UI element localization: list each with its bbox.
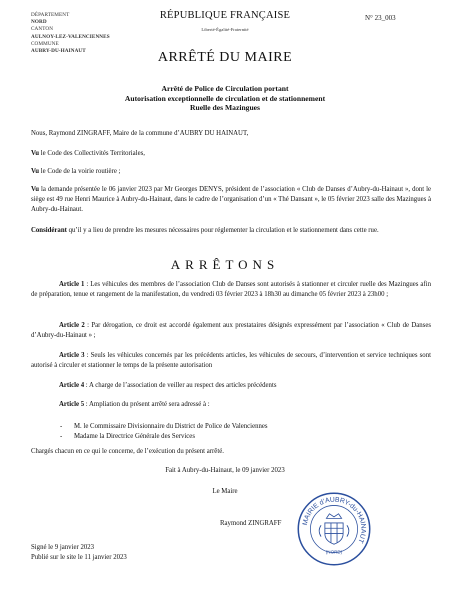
- article-4: [31, 381, 431, 391]
- publication-info: [31, 543, 127, 563]
- list-item: - M. le Commissaire Divisionnaire du District de Police de Valenciennes: [60, 423, 268, 430]
- article-2: [31, 321, 431, 341]
- admin-line: AUBRY-DU-HAINAUT: [31, 48, 86, 55]
- vu-lead: Vu: [31, 150, 40, 157]
- admin-line: DÉPARTEMENT: [31, 12, 70, 18]
- article-text: : Seuls les véhicules concernés par les précédents articles, les véhicules de secours, d’intervention et service techniques sont autorisé à circuler et stationner le temps de la présente autorisation: [31, 352, 431, 370]
- vu-paragraph: [31, 149, 431, 159]
- article-3: [31, 351, 431, 371]
- considerant-lead: Considérant: [31, 227, 67, 234]
- considerant-paragraph: [31, 226, 431, 236]
- article-lead: Article 5: [59, 401, 85, 408]
- vu-text: la demande présentée le 06 janvier 2023 par Mr Georges DENYS, président de l’association « Club de Danses d’Aubry-du-Hainaut », dont le siège est 49 rue Henri Maurice à Aubry-du-Hainaut, dans le cadre de l’organisation d’un « Thé Dansant », le 05 février 2023 salle des Mazingues à Aubry-du-Hainaut.: [31, 186, 431, 214]
- charges-paragraph: Chargés chacun en ce qui le concerne, de l’exécution du présent arrêté.: [31, 448, 224, 455]
- place-date: Fait à Aubry-du-Hainaut, le 09 janvier 2023: [165, 467, 285, 474]
- admin-line: NORD: [31, 19, 47, 26]
- admin-line: CANTON: [31, 26, 54, 33]
- article-text: : Ampliation du présent arrêté sera adressé à :: [84, 401, 210, 408]
- republic-motto: Liberté-Égalité-Fraternité: [201, 27, 249, 32]
- subtitle-line: Ruelle des Mazingues: [189, 103, 261, 113]
- seal-ring-text: MAIRIE d’AUBRY-du-HAINAUT: [301, 496, 367, 544]
- decree-reference: N° 23_003: [365, 14, 396, 22]
- coat-of-arms-icon: [319, 514, 349, 544]
- vu-lead: Vu: [31, 186, 40, 193]
- vu-text: le Code de la voirie routière ;: [39, 168, 121, 175]
- article-text: : A charge de l’association de veiller au respect des articles précédents: [84, 382, 277, 389]
- article-1: [31, 280, 431, 300]
- article-lead: Article 2: [59, 322, 85, 329]
- signed-date: Signé le 9 janvier 2023: [31, 544, 95, 551]
- arretons-heading: ARRÊTONS: [170, 257, 280, 272]
- article-lead: Article 3: [59, 352, 85, 359]
- recipient-text: M. le Commissaire Divisionnaire du District de Police de Valenciennes: [74, 423, 268, 430]
- article-lead: Article 1: [59, 281, 85, 288]
- seal-inner-ring: [310, 505, 357, 555]
- signatory-role: Le Maire: [212, 488, 238, 495]
- admin-line: COMMUNE: [31, 40, 59, 47]
- recipient-text: Madame la Directrice Générale des Services: [74, 433, 195, 441]
- vu-lead: Vu: [31, 168, 40, 175]
- town-seal: [296, 491, 372, 567]
- recipient-list: [60, 422, 268, 442]
- intro-paragraph: Nous, Raymond ZINGRAFF, Maire de la commune d’AUBRY DU HAINAUT,: [31, 130, 249, 137]
- subtitle-line: Arrêté de Police de Circulation portant: [161, 84, 289, 93]
- article-text: : Par dérogation, ce droit est accordé également aux prestataires désignés expressément par l’association « Club de Danses d’Aubry-du-Hainaut » ;: [31, 322, 431, 340]
- document-subtitle: [0, 84, 450, 113]
- vu-paragraph: [31, 185, 431, 216]
- signatory-name: Raymond ZINGRAFF: [220, 520, 282, 527]
- republic-heading: RÉPUBLIQUE FRANÇAISE: [159, 10, 291, 21]
- admin-line: AULNOY-LEZ-VALENCIENNES: [31, 33, 110, 40]
- article-text: : Les véhicules des membres de l’association Club de Danses sont autorisés à stationner et circuler ruelle des Mazingues afin de préparation, tenue et rangement de la manifestation, du vendredi 03 février 2023 à 18h30 au dimanche 05 février 2023 à 23h00 ;: [31, 281, 431, 299]
- document-title: ARRÊTÉ DU MAIRE: [157, 50, 293, 65]
- subtitle-line: Autorisation exceptionnelle de circulation et de stationnement: [124, 93, 326, 103]
- seal-bottom-text: (NORD): [325, 549, 343, 555]
- vu-text: le Code des Collectivités Territoriales,: [39, 150, 145, 157]
- considerant-text: qu’il y a lieu de prendre les mesures nécessaires pour réglementer la circulation et le stationnement dans cette rue.: [66, 227, 379, 234]
- vu-paragraph: [31, 167, 431, 177]
- list-item: - Madame la Directrice Générale des Services: [60, 433, 195, 441]
- published-date: Publié sur le site le 11 janvier 2023: [31, 554, 127, 561]
- article-5: [31, 400, 431, 410]
- article-lead: Article 4: [59, 382, 85, 389]
